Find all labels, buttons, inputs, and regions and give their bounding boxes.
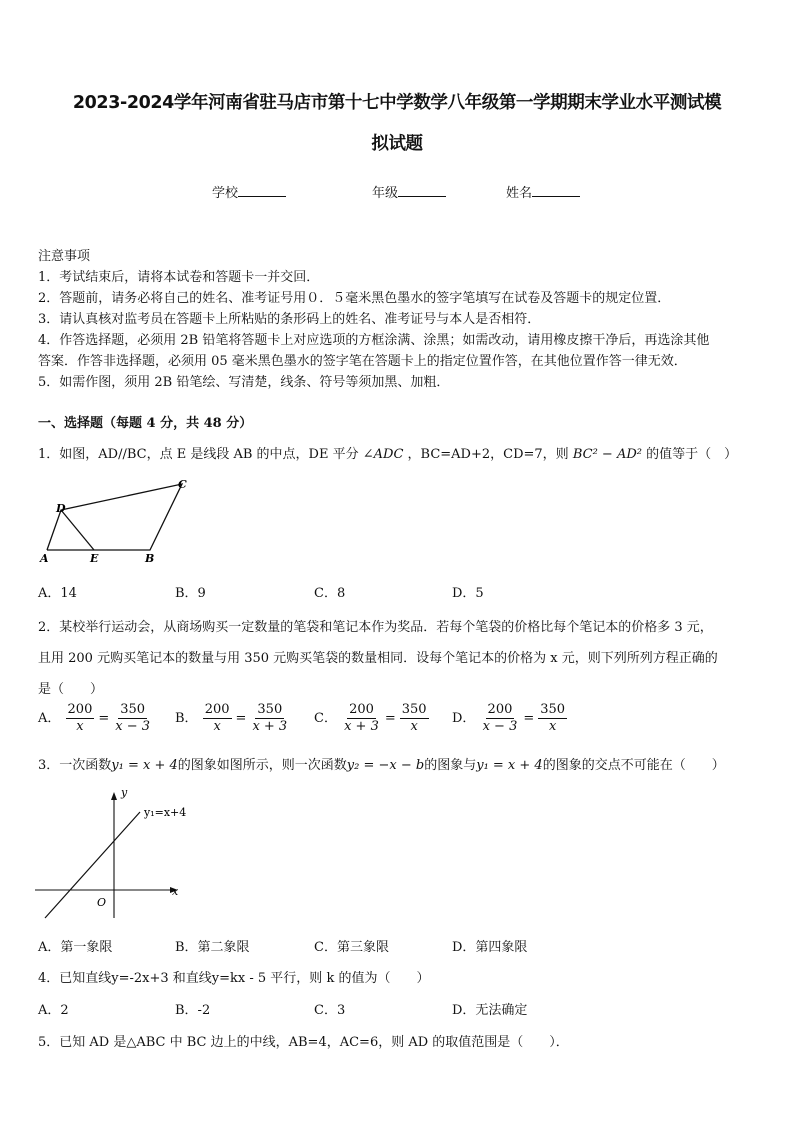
q2-option-c: C． $\frac{200}{x + 3}$ = $\frac{350}{x}$	[314, 702, 427, 734]
name-blank	[532, 184, 580, 197]
q1-text	[38, 443, 737, 462]
q2-b-frac-left	[203, 702, 232, 735]
q2-c-frac-right	[400, 702, 429, 735]
q1-text-a: 1．如图，AD//BC，点 E 是线段 AB 的中点，DE 平分	[38, 447, 359, 462]
q3-option-c: C．第三象限	[314, 940, 389, 955]
q1-angle: ∠ADC	[362, 447, 404, 462]
denominator: x	[213, 719, 221, 734]
note-item-3: 3．请认真核对监考员在答题卡上所粘贴的条形码上的姓名、准考证号与本人是否相符．	[38, 312, 541, 327]
q2-line2: 且用 200 元购买笔记本的数量与用 350 元购买笔袋的数量相同．设每个笔记本的价格为 x 元，则下列所列方程正确的	[38, 651, 718, 666]
q1-label-e: E	[90, 552, 99, 565]
q1-label-a: A	[40, 552, 49, 565]
q3-text-b: 的图象如图所示，则一次函数	[177, 758, 347, 773]
q3-origin-label: O	[97, 896, 107, 909]
q4-option-d: D．无法确定	[452, 1003, 528, 1018]
note-item-5: 5．如需作图，须用 2B 铅笔绘、写清楚，线条、符号等须加黑、加粗．	[38, 375, 450, 390]
q3-option-a: A．第一象限	[38, 940, 113, 955]
numerator: 200	[204, 702, 230, 717]
q3-x-label: x	[172, 885, 179, 898]
q1-text-b: ，BC=AD+2，CD=7，则	[407, 447, 569, 462]
numerator: 350	[257, 702, 283, 717]
denominator: x − 3	[115, 719, 151, 734]
denominator: x + 3	[344, 719, 379, 734]
note-item-4: 4．作答选择题，必须用 2B 铅笔将答题卡上对应选项的方框涂满、涂黑；如需改动，请用橡皮擦干净后，再选涂其他	[38, 333, 710, 348]
q1-expression: BC² − AD²	[572, 447, 642, 462]
school-label: 学校	[212, 186, 239, 201]
q2-option-b-label: B．	[175, 711, 198, 726]
q2-option-a-label: A．	[38, 711, 61, 726]
q2-c-frac-left	[342, 702, 381, 735]
q2-line3: 是（ ）	[38, 682, 104, 697]
q2-option-b: B． $\frac{200}{x}$ = $\frac{350}{x + 3}$	[175, 702, 288, 734]
q3-graph	[30, 782, 210, 922]
grade-label: 年级	[372, 186, 399, 201]
numerator: 200	[487, 702, 513, 717]
q3-function-y1: y₁ = x + 4	[111, 758, 178, 773]
school-blank	[238, 184, 286, 197]
q3-text-c: 的图象与	[424, 758, 477, 773]
denominator: x	[76, 719, 84, 734]
numerator: 350	[120, 702, 146, 717]
q1-option-c: C．8	[314, 586, 346, 601]
q4-option-a: A．2	[38, 1003, 69, 1018]
note-item-2: 2．答题前，请务必将自己的姓名、准考证号用０．５毫米黑色墨水的签字笔填写在试卷及答题卡的规定位置．	[38, 291, 671, 306]
numerator: 350	[540, 702, 566, 717]
q3-y-label: y	[121, 786, 128, 799]
exam-title-line1: 2023-2024学年河南省驻马店市第十七中学数学八年级第一学期期末学业水平测试模	[72, 93, 722, 113]
grade-field	[372, 182, 446, 201]
q2-option-c-label: C．	[314, 711, 337, 726]
q3-line-label: y₁=x+4	[144, 806, 187, 819]
numerator: 200	[67, 702, 93, 717]
q3-text-a: 3．一次函数	[38, 758, 112, 773]
denominator: x	[410, 719, 418, 734]
q3-line-y1	[45, 812, 140, 918]
q2-option-a: A． $\frac{200}{x}$ = $\frac{350}{x - 3}$	[38, 702, 151, 734]
q4-text: 4．已知直线y=-2x+3 和直线y=kx - 5 平行，则 k 的值为（ ）	[38, 971, 430, 986]
q1-figure	[30, 470, 210, 570]
q5-text: 5．已知 AD 是△ABC 中 BC 边上的中线，AB=4，AC=6，则 AD 的取值范围是（ ）．	[38, 1035, 569, 1050]
q4-option-b: B．-2	[175, 1003, 211, 1018]
q2-a-frac-right	[113, 702, 152, 735]
q4-option-c: C．3	[314, 1003, 346, 1018]
q3-option-b: B．第二象限	[175, 940, 250, 955]
q1-option-d: D．5	[452, 586, 484, 601]
q2-d-frac-right	[538, 702, 567, 735]
q1-label-c: C	[178, 478, 187, 491]
q1-label-d: D	[56, 502, 66, 515]
q2-d-frac-left	[481, 702, 520, 735]
name-label: 姓名	[506, 186, 533, 201]
q3-option-d: D．第四象限	[452, 940, 528, 955]
q1-text-c: 的值等于（ ）	[646, 447, 738, 462]
numerator: 350	[401, 702, 427, 717]
q1-label-b: B	[145, 552, 155, 565]
q1-option-a: A．14	[38, 586, 77, 601]
q2-line1: 2．某校举行运动会，从商场购买一定数量的笔袋和笔记本作为奖品．若每个笔袋的价格比每个笔记本的价格多 3 元，	[38, 620, 713, 635]
q2-option-d-label: D．	[452, 711, 476, 726]
section-heading: 一、选择题（每题 4 分，共 48 分）	[38, 416, 253, 431]
denominator: x − 3	[482, 719, 518, 734]
q3-function-y2: y₂ = −x − b	[346, 758, 425, 773]
q3-function-y1-again: y₁ = x + 4	[476, 758, 543, 773]
q3-text-d: 的图象的交点不可能在（ ）	[542, 758, 725, 773]
numerator: 200	[349, 702, 374, 717]
q3-y-arrow	[111, 792, 117, 800]
denominator: x + 3	[252, 719, 288, 734]
q2-b-frac-right	[250, 702, 289, 735]
notes-heading: 注意事项	[38, 249, 91, 264]
q1-option-b: B．9	[175, 586, 206, 601]
q2-option-d: D． $\frac{200}{x - 3}$ = $\frac{350}{x}$	[452, 702, 566, 734]
q1-segment-de	[61, 510, 94, 550]
exam-title-line2: 拟试题	[371, 134, 423, 154]
school-field	[212, 182, 286, 201]
q2-a-frac-left	[66, 702, 95, 735]
grade-blank	[398, 184, 446, 197]
note-item-4-cont: 答案．作答非选择题，必须用 05 毫米黑色墨水的签字笔在答题卡上的指定位置作答，在其他位置作答一律无效．	[38, 354, 687, 369]
note-item-1: 1．考试结束后，请将本试卷和答题卡一并交回．	[38, 270, 320, 285]
name-field	[506, 182, 580, 201]
q3-text	[38, 754, 725, 773]
denominator: x	[548, 719, 557, 734]
